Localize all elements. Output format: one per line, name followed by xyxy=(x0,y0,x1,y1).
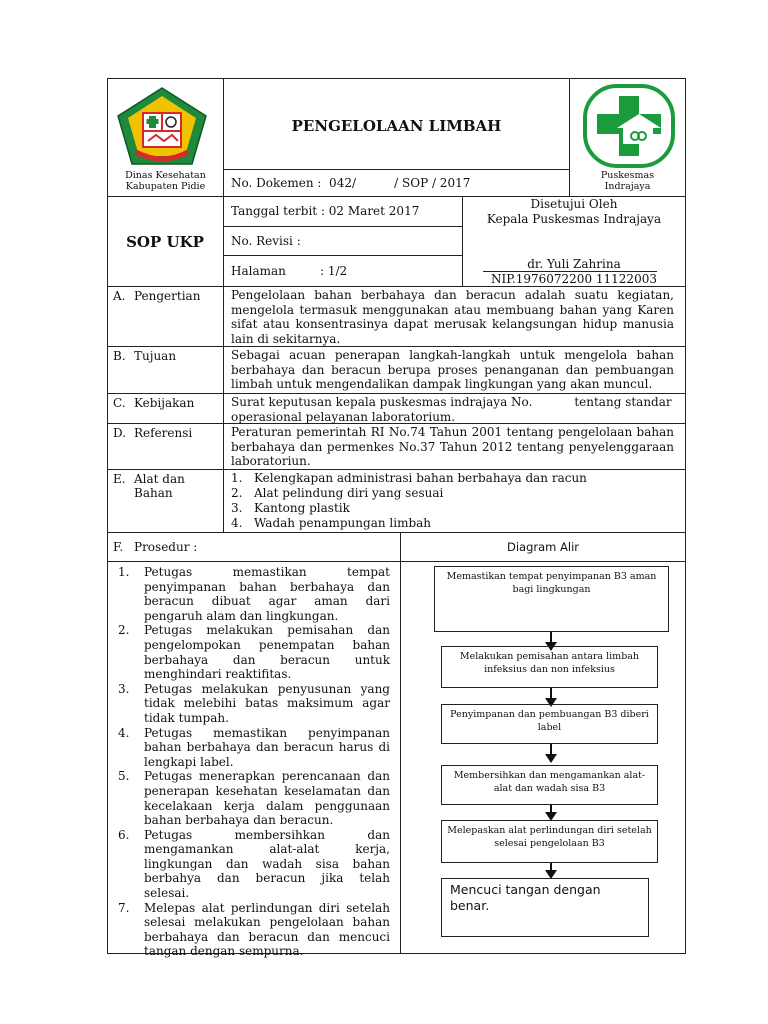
approval-label: Disetujui Oleh xyxy=(530,197,618,211)
issue-date: Tanggal terbit : 02 Maret 2017 xyxy=(231,204,420,218)
signer-nip: NIP.1976072200 11122003 xyxy=(491,272,657,286)
flow-step: Mencuci tangan dengan benar. xyxy=(441,878,649,937)
arrow-down-icon xyxy=(550,688,552,699)
diagram-title: Diagram Alir xyxy=(506,540,579,554)
procedure-text: Petugas menerapkan perencanaan dan penerapan kesehatan keselamatan dan kecelakaan kerja dalam penggunaan bahan berbahaya dan beracun. xyxy=(144,769,390,828)
section-b-line: Sebagai acuan penerapan langkah-langkah untuk mengelola bahan xyxy=(231,348,674,362)
procedure-item xyxy=(118,725,390,770)
table-border-top xyxy=(107,78,686,79)
divider xyxy=(223,226,462,227)
procedure-number: 1. xyxy=(118,565,130,579)
procedure-text: Petugas memastikan penyimpanan bahan berbahaya dan beracun harus di lengkapi label. xyxy=(144,725,390,769)
section-a-line: Pengelolaan bahan berbahaya dan beracun adalah suatu kegiatan, xyxy=(231,288,674,302)
arrow-down-icon xyxy=(550,632,552,643)
procedure-item xyxy=(118,623,390,682)
procedure-number: 5. xyxy=(118,769,130,784)
table-border-left xyxy=(107,78,108,954)
procedure-text: Petugas melakukan penyusunan yang tidak melebihi batas maksimum agar tidak tumpah. xyxy=(144,681,390,725)
signer-name: dr. Yuli Zahrina xyxy=(527,257,621,271)
divider xyxy=(223,169,569,170)
tool-item: Alat pelindung diri yang sesuai xyxy=(254,486,444,500)
procedure-number: 4. xyxy=(118,725,130,740)
section-d-line: laboratoriun. xyxy=(231,454,311,468)
flow-step: Memastikan tempat penyimpanan B3 aman bagi lingkungan xyxy=(434,566,669,632)
section-e-letter: E. xyxy=(113,472,126,486)
section-b-line: berbahaya dan beracun berupa proses penanganan dan pembuangan xyxy=(231,362,674,377)
procedure-item xyxy=(118,565,390,623)
section-d-line: Peraturan pemerintah RI No.74 Tahun 2001 tentang pengelolaan bahan xyxy=(231,425,674,439)
procedure-number: 2. xyxy=(118,623,130,638)
section-c-line: Surat keputusan kepala puskesmas indrajaya No. tentang standar xyxy=(231,395,672,409)
arrow-down-icon xyxy=(550,744,552,755)
section-e-title-line2: Bahan xyxy=(134,486,173,500)
section-d-title: Referensi xyxy=(134,426,193,440)
divider xyxy=(223,286,224,532)
divider xyxy=(223,255,462,256)
tool-item-number: 3. xyxy=(231,501,243,515)
section-f-title: Prosedur : xyxy=(134,540,198,554)
page-value: : 1/2 xyxy=(320,264,348,278)
section-a-title: Pengertian xyxy=(134,289,201,303)
procedure-item xyxy=(118,769,390,828)
tool-item-number: 1. xyxy=(231,471,243,485)
section-c-title: Kebijakan xyxy=(134,396,195,410)
tool-item-number: 2. xyxy=(231,486,243,500)
puskesmas-logo xyxy=(583,84,675,168)
section-e-title-line1: Alat dan xyxy=(134,472,185,486)
divider xyxy=(107,393,686,394)
procedure-number: 3. xyxy=(118,681,130,696)
procedure-text: Petugas memastikan tempat penyimpanan bahan berbahaya dan beracun dibuat agar aman dari pengaruh alam dan lingkungan. xyxy=(144,565,390,623)
table-border-right xyxy=(685,78,686,954)
document-title: PENGELOLAAN LIMBAH xyxy=(291,117,502,135)
procedure-item xyxy=(118,827,390,901)
divider xyxy=(107,469,686,470)
divider xyxy=(107,346,686,347)
section-a-letter: A. xyxy=(113,289,126,303)
procedure-text: Melepas alat perlindungan diri setelah selesai melakukan pengelolaan bahan berbahaya dan beracun dan mencuci tangan dengan sempurna. xyxy=(144,900,390,959)
revision-number: No. Revisi : xyxy=(231,234,301,248)
document-number: No. Dokemen : 042/ / SOP / 2017 xyxy=(231,176,471,190)
puskesmas-name-line1: Puskesmas xyxy=(600,170,655,181)
section-b-title: Tujuan xyxy=(134,349,177,363)
procedure-text: Petugas membersihkan dan mengamankan alat-alat kerja, lingkungan dan wadah sisa bahan berbahya dan beracun jika telah selesai. xyxy=(144,827,390,901)
section-c-line: operasional pelayanan laboratorium. xyxy=(231,409,456,424)
section-a-line: mengelola termasuk menggunakan atau membuang bahan yang Karen xyxy=(231,302,674,317)
tool-item: Kelengkapan administrasi bahan berbahaya dan racun xyxy=(254,471,587,485)
divider xyxy=(107,532,686,533)
section-f-letter: F. xyxy=(113,540,124,554)
procedure-item xyxy=(118,681,390,726)
tool-item-number: 4. xyxy=(231,516,243,530)
agency-name-line1: Dinas Kesehatan xyxy=(125,170,206,181)
flow-step: Membersihkan dan mengamankan alat-alat dan wadah sisa B3 xyxy=(441,765,658,805)
procedure-item xyxy=(118,900,390,959)
section-b-letter: B. xyxy=(113,349,126,363)
divider xyxy=(107,286,686,287)
sop-label: SOP UKP xyxy=(126,233,204,251)
procedure-number: 6. xyxy=(118,827,130,842)
arrow-down-icon xyxy=(550,805,552,813)
procedure-number: 7. xyxy=(118,900,130,915)
dinkes-logo xyxy=(116,86,208,168)
section-d-line: berbahaya dan permenkes No.37 Tahun 2012 tentang penyelenggaraan xyxy=(231,439,674,454)
puskesmas-name-line2: Indrajaya xyxy=(604,181,651,192)
procedure-list xyxy=(118,565,390,959)
approval-position: Kepala Puskesmas Indrajaya xyxy=(486,212,662,226)
flow-step: Melakukan pemisahan antara limbah infeksius dan non infeksius xyxy=(441,646,658,688)
procedure-text: Petugas melakukan pemisahan dan pengelompokan penempatan bahan berbahaya dan beracun untuk menghindari reaktifitas. xyxy=(144,623,390,682)
section-d-letter: D. xyxy=(113,426,127,440)
tool-item: Wadah penampungan limbah xyxy=(254,516,432,530)
section-c-letter: C. xyxy=(113,396,126,410)
section-a-line: lain di sekitarnya. xyxy=(231,331,341,346)
divider xyxy=(400,532,401,954)
arrow-down-icon xyxy=(550,863,552,871)
flow-step: Melepaskan alat perlindungan diri setelah selesai pengelolaan B3 xyxy=(441,820,658,863)
flow-step: Penyimpanan dan pembuangan B3 diberi label xyxy=(441,704,658,744)
tool-item: Kantong plastik xyxy=(254,501,350,515)
section-a-line: sifat atau konsentrasinya dapat merusak kelangsungan hidup manusia xyxy=(231,317,674,331)
page-label: Halaman xyxy=(231,264,286,278)
divider xyxy=(107,561,686,562)
agency-name-line2: Kabupaten Pidie xyxy=(125,181,206,192)
section-b-line: limbah untuk mengendalikan dampak lingkungan yang akan muncul. xyxy=(231,377,653,391)
